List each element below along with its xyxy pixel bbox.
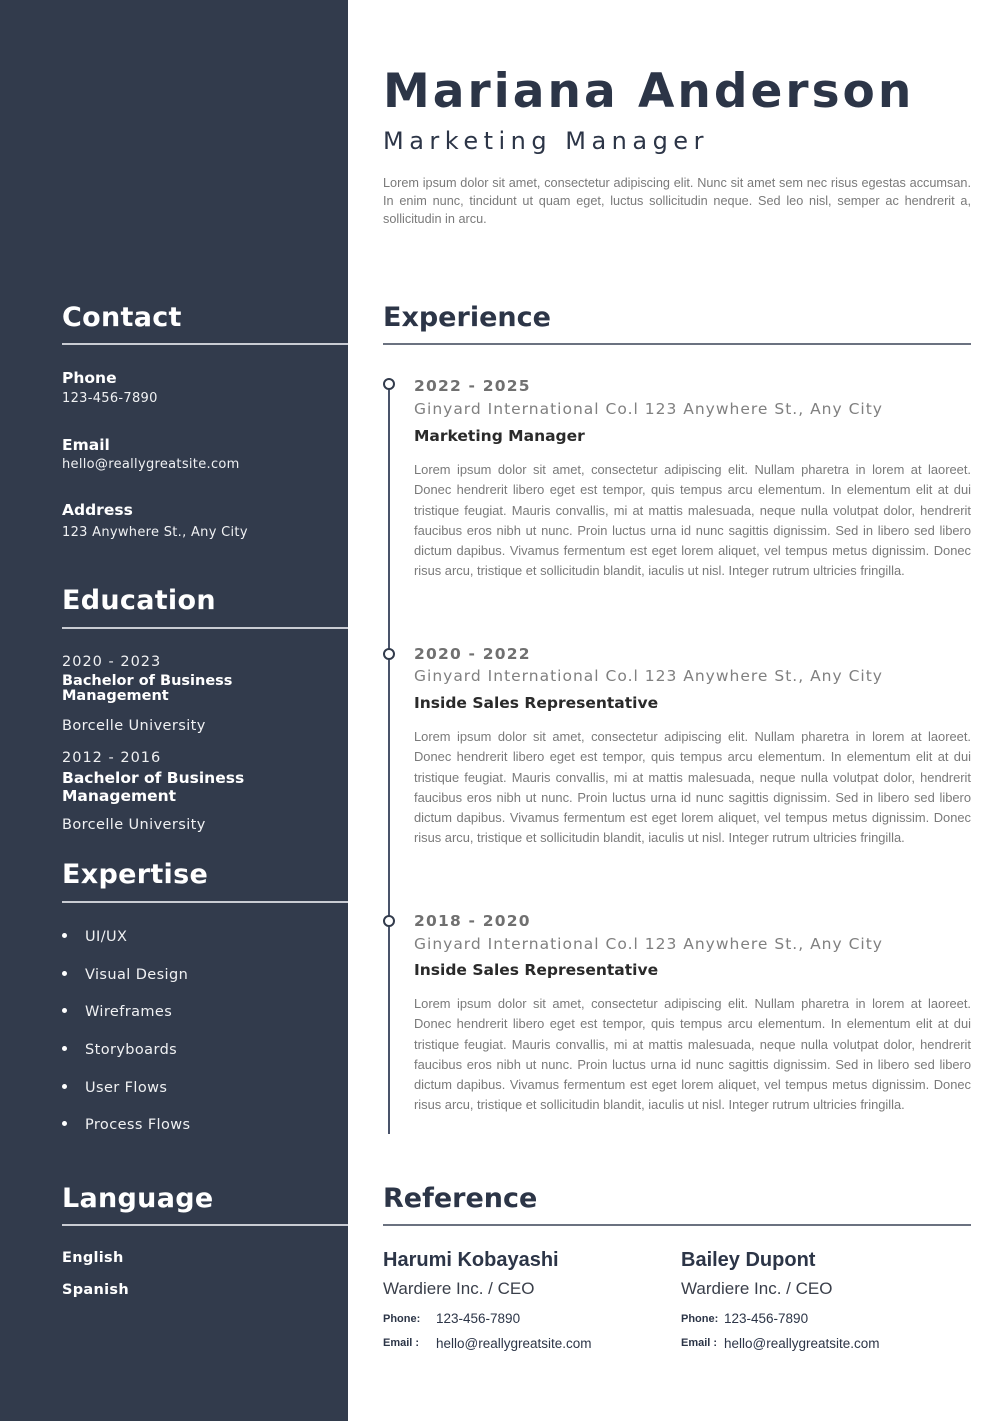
contact-heading: Contact xyxy=(62,302,182,333)
email-value[interactable]: hello@reallygreatsite.com xyxy=(62,457,240,472)
language-item: Spanish xyxy=(62,1282,129,1298)
bullet-icon xyxy=(62,1121,67,1126)
language-divider xyxy=(62,1224,348,1226)
bullet-icon xyxy=(62,1008,67,1013)
bullet-icon xyxy=(62,1084,67,1089)
reference-phone: 123-456-7890 xyxy=(724,1311,809,1326)
job-years: 2022 - 2025 xyxy=(414,377,531,395)
phone-value: 123-456-7890 xyxy=(62,391,158,406)
reference-email-label: Email : xyxy=(383,1337,420,1349)
skill-item: Storyboards xyxy=(62,1042,177,1058)
expertise-heading: Expertise xyxy=(62,859,209,890)
reference-email[interactable]: hello@reallygreatsite.com xyxy=(436,1336,592,1351)
education-degree: Bachelor of Business Management xyxy=(62,769,245,805)
skill-item: UI/UX xyxy=(62,929,127,945)
education-divider xyxy=(62,627,348,629)
reference-divider xyxy=(383,1224,971,1226)
education-degree: Bachelor of Business Management xyxy=(62,673,233,704)
education-years: 2020 - 2023 xyxy=(62,654,162,670)
job-description: Lorem ipsum dolor sit amet, consectetur adipiscing elit. Nullam pharetra in lorem at laoreet. Donec hendrerit libero eget est tempor, quis tempus arcu elementum. In elementum elit at dui tristique feugiat. Mauris convallis, mi at mattis malesuada, neque nulla volutpat dolor, hendrerit faucibus eros nibh ut nunc. Proin luctus urna id nunc sagittis dignissim. Sed in libero sed libero dictum dapibus. Vivamus fermentum est eget lorem aliquet, vel tempus metus dignissim. Donec risus arcu, tristique et sollicitudin blandit, iaculis ut nisl. Integer rutrum ultricies fringilla. xyxy=(414,462,971,579)
reference-phone-label: Phone: xyxy=(681,1313,719,1325)
job-title: Inside Sales Representative xyxy=(414,694,659,712)
reference-email-label: Email : xyxy=(681,1337,718,1349)
reference-name: Bailey Dupont xyxy=(681,1249,816,1271)
experience-heading: Experience xyxy=(383,302,551,333)
job-title: Marketing Manager xyxy=(414,427,585,445)
bullet-icon xyxy=(62,971,67,976)
bullet-icon xyxy=(62,933,67,938)
education-years: 2012 - 2016 xyxy=(62,750,162,766)
skill-item: Visual Design xyxy=(62,967,188,983)
contact-divider xyxy=(62,343,348,345)
address-value: 123 Anywhere St., Any City xyxy=(62,525,248,540)
job-company: Ginyard International Co.l 123 Anywhere St., Any City xyxy=(414,667,883,685)
education-school: Borcelle University xyxy=(62,817,206,833)
candidate-role: Marketing Manager xyxy=(383,127,709,155)
job-title: Inside Sales Representative xyxy=(414,961,659,979)
timeline-node-icon xyxy=(383,378,395,390)
email-label: Email xyxy=(62,436,110,454)
experience-divider xyxy=(383,343,971,345)
bullet-icon xyxy=(62,1046,67,1051)
job-description: Lorem ipsum dolor sit amet, consectetur adipiscing elit. Nullam pharetra in lorem at laoreet. Donec hendrerit libero eget est tempor, quis tempus arcu elementum. In elementum elit at dui tristique feugiat. Mauris convallis, mi at mattis malesuada, neque nulla volutpat dolor, hendrerit faucibus eros nibh ut nunc. Proin luctus urna id nunc sagittis dignissim. Sed in libero sed libero dictum dapibus. Vivamus fermentum est eget lorem aliquet, vel tempus metus dignissim. Donec risus arcu, tristique et sollicitudin blandit, iaculis ut nisl. Integer rutrum ultricies fringilla. xyxy=(414,729,971,846)
skill-item: User Flows xyxy=(62,1080,167,1096)
address-label: Address xyxy=(62,501,133,519)
reference-email[interactable]: hello@reallygreatsite.com xyxy=(724,1336,880,1351)
profile-summary: Lorem ipsum dolor sit amet, consectetur adipiscing elit. Nunc sit amet sem nec risus egestas accumsan. In enim nunc, tincidunt ut quam eget, luctus sollicitudin neque. Sed leo nisl, semper ac hendrerit a, sollicitudin in arcu. xyxy=(383,176,971,226)
language-heading: Language xyxy=(62,1183,214,1214)
expertise-divider xyxy=(62,901,348,903)
reference-heading: Reference xyxy=(383,1183,538,1214)
timeline-node-icon xyxy=(383,915,395,927)
education-school: Borcelle University xyxy=(62,718,206,734)
language-item: English xyxy=(62,1250,124,1266)
sidebar xyxy=(0,0,348,1421)
skill-item: Process Flows xyxy=(62,1117,190,1133)
phone-label: Phone xyxy=(62,369,117,387)
job-description: Lorem ipsum dolor sit amet, consectetur adipiscing elit. Nullam pharetra in lorem at laoreet. Donec hendrerit libero eget est tempor, quis tempus arcu elementum. In elementum elit at dui tristique feugiat. Mauris convallis, mi at mattis malesuada, neque nulla volutpat dolor, hendrerit faucibus eros nibh ut nunc. Proin luctus urna id nunc sagittis dignissim. Sed in libero sed libero dictum dapibus. Vivamus fermentum est eget lorem aliquet, vel tempus metus dignissim. Donec risus arcu, tristique et sollicitudin blandit, iaculis ut nisl. Integer rutrum ultricies fringilla. xyxy=(414,996,971,1113)
timeline-node-icon xyxy=(383,648,395,660)
job-years: 2020 - 2022 xyxy=(414,645,531,663)
job-years: 2018 - 2020 xyxy=(414,912,531,930)
job-company: Ginyard International Co.l 123 Anywhere St., Any City xyxy=(414,935,883,953)
reference-phone-label: Phone: xyxy=(383,1313,421,1325)
education-heading: Education xyxy=(62,585,216,616)
candidate-name: Mariana Anderson xyxy=(383,64,915,119)
skill-item: Wireframes xyxy=(62,1004,172,1020)
reference-organization: Wardiere Inc. / CEO xyxy=(681,1279,833,1298)
timeline-line xyxy=(388,385,390,1134)
reference-name: Harumi Kobayashi xyxy=(383,1249,559,1271)
job-company: Ginyard International Co.l 123 Anywhere St., Any City xyxy=(414,400,883,418)
reference-organization: Wardiere Inc. / CEO xyxy=(383,1279,535,1298)
reference-phone: 123-456-7890 xyxy=(436,1311,521,1326)
